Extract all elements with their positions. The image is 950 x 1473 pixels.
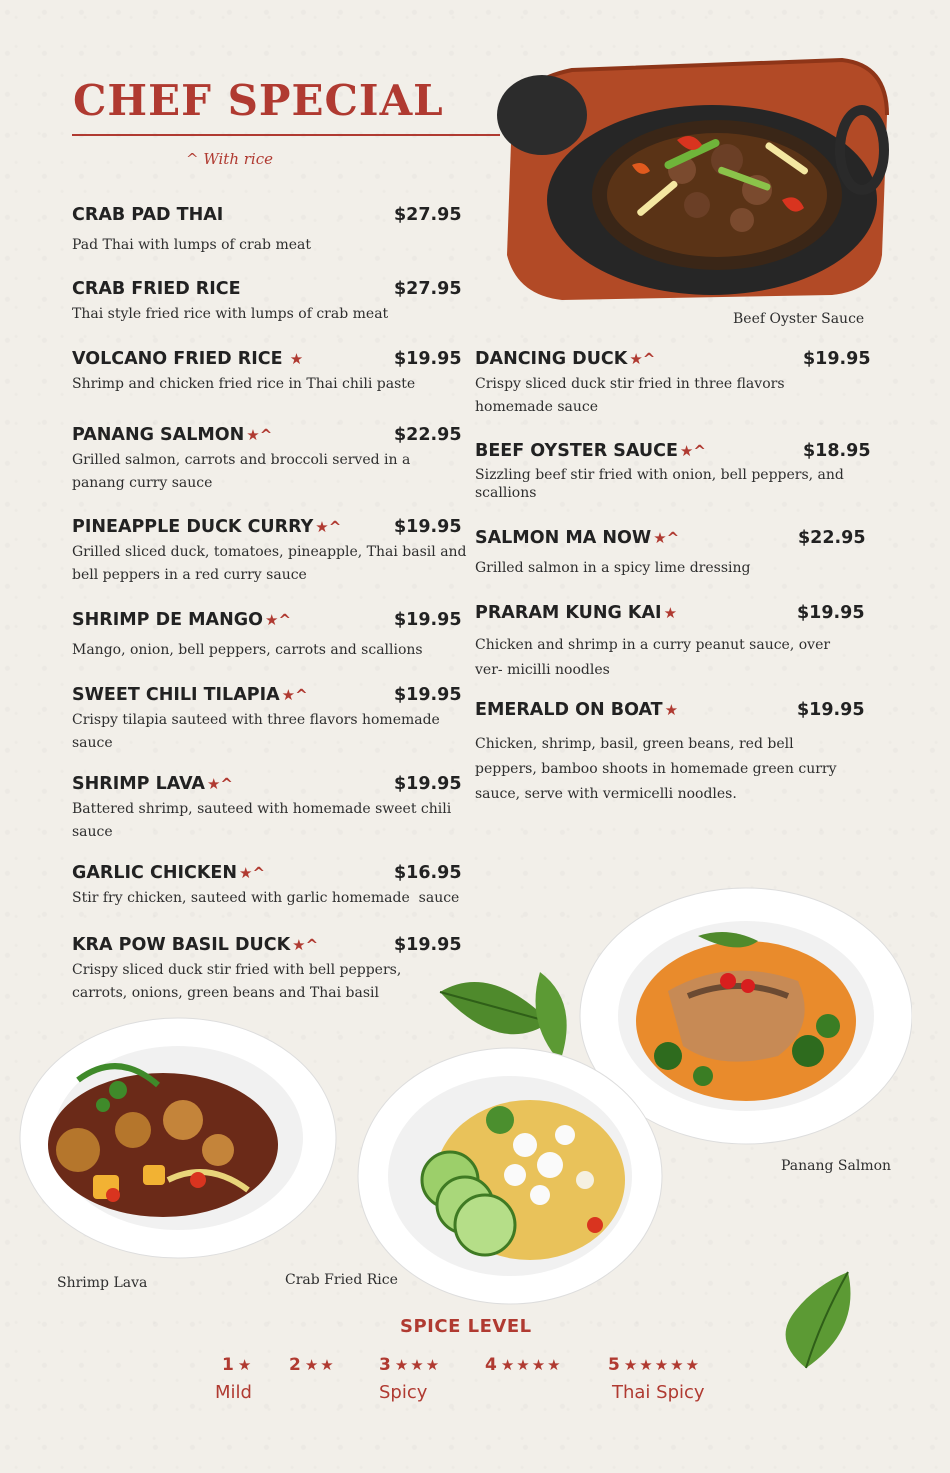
item-name: GARLIC CHICKEN — [72, 863, 237, 883]
item-price: $19.95 — [394, 349, 462, 369]
spice-level-1 — [222, 1355, 253, 1375]
spice-marks: ★^ — [281, 686, 308, 704]
spice-level-number: 3 — [379, 1355, 391, 1375]
spice-level-3 — [379, 1355, 441, 1375]
item-description: Crispy tilapia sauteed with three flavors homemade sauce — [72, 712, 440, 751]
item-description: Crispy sliced duck stir fried with bell peppers, carrots, onions, green beans and Thai basil — [72, 962, 402, 1001]
spice-level-number: 5 — [608, 1355, 620, 1375]
item-description: Crispy sliced duck stir fried in three flavors homemade sauce — [475, 376, 785, 415]
spice-level-5 — [608, 1355, 701, 1375]
item-price: $19.95 — [797, 700, 865, 720]
spice-marks: ★^ — [246, 426, 273, 444]
star-icon: ★★★ — [394, 1356, 442, 1374]
spice-level-4 — [485, 1355, 563, 1375]
item-name: VOLCANO FRIED RICE — [72, 349, 283, 369]
menu-item — [475, 441, 871, 511]
spice-level-number: 4 — [485, 1355, 497, 1375]
item-name: EMERALD ON BOAT — [475, 700, 663, 720]
star-icon: ★★ — [304, 1356, 336, 1374]
item-name: SHRIMP LAVA — [72, 774, 205, 794]
item-price: $27.95 — [394, 279, 462, 299]
item-description: Grilled salmon in a spicy lime dressing — [475, 560, 751, 576]
spice-marks: ★^ — [239, 864, 266, 882]
spice-level-number: 1 — [222, 1355, 234, 1375]
caption-panang-salmon: Panang Salmon — [781, 1158, 892, 1174]
item-price: $19.95 — [394, 685, 462, 705]
item-price: $19.95 — [803, 349, 871, 369]
spice-marks: ★^ — [653, 529, 680, 547]
menu-item — [72, 349, 462, 409]
spice-marks: ★^ — [679, 442, 706, 460]
item-price: $19.95 — [394, 774, 462, 794]
star-icon: ★ — [237, 1356, 254, 1374]
menu-item — [72, 425, 467, 500]
menu-item — [72, 863, 462, 918]
menu-item — [72, 685, 462, 760]
item-name: CRAB FRIED RICE — [72, 279, 241, 299]
item-description: Pad Thai with lumps of crab meat — [72, 237, 311, 253]
spice-level-number: 2 — [289, 1355, 301, 1375]
star-icon: ★★★★★ — [623, 1356, 702, 1374]
item-name: BEEF OYSTER SAUCE — [475, 441, 678, 461]
menu-item — [475, 528, 865, 588]
spice-marks: ★^ — [629, 350, 656, 368]
spice-marks: ★^ — [292, 936, 319, 954]
item-price: $19.95 — [394, 935, 462, 955]
spice-label-spicy: Spicy — [379, 1382, 428, 1403]
item-description: Shrimp and chicken fried rice in Thai chili paste — [72, 376, 416, 392]
item-name: KRA POW BASIL DUCK — [72, 935, 291, 955]
item-price: $27.95 — [394, 205, 462, 225]
menu-item — [72, 610, 462, 670]
item-description: Chicken and shrimp in a curry peanut sauce, over ver- micilli noodles — [475, 637, 831, 678]
item-description: Battered shrimp, sauteed with homemade sweet chili sauce — [72, 801, 452, 840]
item-name: DANCING DUCK — [475, 349, 628, 369]
menu-item — [72, 205, 462, 265]
item-price: $22.95 — [798, 528, 866, 548]
item-price: $18.95 — [803, 441, 871, 461]
item-name: PRARAM KUNG KAI — [475, 603, 662, 623]
item-price: $19.95 — [394, 610, 462, 630]
spice-level-2 — [289, 1355, 336, 1375]
item-description: Stir fry chicken, sauteed with garlic homemade sauce — [72, 890, 460, 906]
title-divider — [72, 134, 500, 136]
menu-item — [72, 935, 462, 1010]
item-description: Chicken, shrimp, basil, green beans, red bell peppers, bamboo shoots in homemade green curry sauce, serve with vermicelli noodles. — [475, 736, 837, 802]
shrimp-lava-photo — [18, 1010, 338, 1260]
menu-item — [475, 349, 871, 424]
crab-fried-rice-photo — [355, 1045, 665, 1307]
item-price: $19.95 — [394, 517, 462, 537]
menu-item — [72, 774, 462, 849]
item-name: PINEAPPLE DUCK CURRY — [72, 517, 314, 537]
spice-marks: ★^ — [206, 775, 233, 793]
spice-marks: ★^ — [315, 518, 342, 536]
caption-shrimp-lava: Shrimp Lava — [57, 1275, 148, 1291]
rice-note: ^ With rice — [186, 150, 273, 168]
spice-level-title: SPICE LEVEL — [400, 1316, 532, 1337]
item-price: $16.95 — [394, 863, 462, 883]
item-name: PANANG SALMON — [72, 425, 245, 445]
spice-label-thai-spicy: Thai Spicy — [612, 1382, 705, 1403]
item-name: SALMON MA NOW — [475, 528, 652, 548]
beef-oyster-sauce-photo — [482, 55, 892, 305]
item-name: SHRIMP DE MANGO — [72, 610, 263, 630]
item-price: $22.95 — [394, 425, 462, 445]
item-description: Thai style fried rice with lumps of crab meat — [72, 306, 389, 322]
menu-item — [475, 603, 865, 683]
item-description: Sizzling beef stir fried with onion, bell peppers, and scallions — [475, 467, 844, 501]
menu-item — [475, 700, 865, 810]
item-price: $19.95 — [797, 603, 865, 623]
spice-marks: ★^ — [265, 611, 292, 629]
spice-label-mild: Mild — [215, 1382, 252, 1403]
spice-marks: ★ — [664, 701, 679, 719]
menu-item — [72, 279, 462, 339]
item-name: SWEET CHILI TILAPIA — [72, 685, 280, 705]
item-description: Grilled sliced duck, tomatoes, pineapple, Thai basil and bell peppers in a red curry sauce — [72, 544, 467, 583]
item-description: Grilled salmon, carrots and broccoli served in a panang curry sauce — [72, 452, 411, 491]
caption-crab-fried-rice: Crab Fried Rice — [285, 1272, 398, 1288]
caption-beef-oyster-sauce: Beef Oyster Sauce — [733, 311, 865, 327]
star-icon: ★★★★ — [500, 1356, 563, 1374]
item-description: Mango, onion, bell peppers, carrots and scallions — [72, 642, 423, 658]
page-title: CHEF SPECIAL — [73, 76, 444, 125]
spice-marks: ★ — [284, 350, 304, 368]
item-name: CRAB PAD THAI — [72, 205, 224, 225]
menu-item — [72, 517, 467, 592]
spice-marks: ★ — [663, 604, 678, 622]
basil-leaf-icon — [776, 1270, 856, 1375]
